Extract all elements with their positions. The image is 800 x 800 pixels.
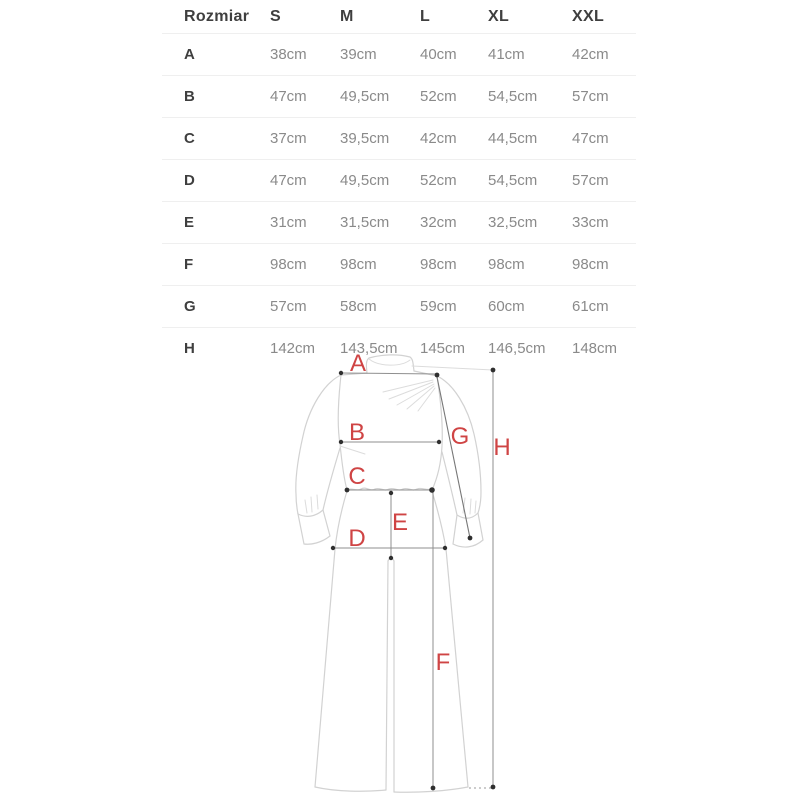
- cell-value: 143,5cm: [340, 340, 398, 357]
- pants-left-inner: [386, 561, 388, 790]
- cell-value: 33cm: [572, 214, 609, 231]
- column-header-l: L: [420, 7, 431, 25]
- h-extension-top: [412, 366, 493, 370]
- sleeve-left-outer: [296, 375, 341, 514]
- label-d: D: [348, 525, 366, 552]
- size-table: [162, 0, 636, 369]
- cell-value: 59cm: [420, 298, 457, 315]
- cell-value: 98cm: [420, 256, 457, 273]
- column-header-xxl: XXL: [572, 7, 605, 25]
- bodice-dart-line: [340, 446, 365, 454]
- jumpsuit-outline: [296, 355, 483, 792]
- bodice-left-edge: [338, 375, 347, 490]
- sleeve-left-inner: [323, 448, 340, 510]
- cell-value: 98cm: [270, 256, 307, 273]
- cell-value: 61cm: [572, 298, 609, 315]
- column-header-s: S: [270, 7, 281, 25]
- cell-value: 98cm: [340, 256, 377, 273]
- label-a: A: [349, 350, 367, 377]
- cell-value: 57cm: [572, 172, 609, 189]
- cell-value: 57cm: [572, 88, 609, 105]
- column-header-xl: XL: [488, 7, 510, 25]
- pants-right-outer: [432, 491, 468, 787]
- row-label: D: [184, 172, 196, 189]
- cell-value: 40cm: [420, 46, 457, 63]
- pants-left-outer: [315, 491, 347, 787]
- cell-value: 54,5cm: [488, 172, 538, 189]
- label-b: B: [348, 419, 366, 446]
- cell-value: 42cm: [572, 46, 609, 63]
- label-h: H: [493, 434, 511, 461]
- table-row-g: [162, 286, 636, 328]
- cell-value: 60cm: [488, 298, 525, 315]
- table-row-d: [162, 160, 636, 202]
- label-c: C: [348, 463, 366, 490]
- table-row-e: [162, 202, 636, 244]
- cell-value: 31cm: [270, 214, 307, 231]
- column-header-m: M: [340, 7, 354, 25]
- garment-measurement-diagram: [280, 350, 520, 800]
- cell-value: 41cm: [488, 46, 525, 63]
- cell-value: 49,5cm: [340, 88, 390, 105]
- cell-value: 49,5cm: [340, 172, 390, 189]
- label-f: F: [435, 649, 451, 676]
- table-row-b: [162, 76, 636, 118]
- size-table-title: Rozmiar: [184, 7, 250, 25]
- label-g: G: [450, 423, 470, 450]
- row-label: A: [184, 46, 196, 63]
- cell-value: 98cm: [488, 256, 525, 273]
- cell-value: 42cm: [420, 130, 457, 147]
- cell-value: 47cm: [270, 172, 307, 189]
- cell-value: 52cm: [420, 172, 457, 189]
- cell-value: 47cm: [270, 88, 307, 105]
- cell-value: 148cm: [572, 340, 618, 357]
- neckline-curve: [369, 359, 410, 365]
- cell-value: 31,5cm: [340, 214, 390, 231]
- label-e: E: [391, 509, 409, 536]
- table-row-a: [162, 34, 636, 76]
- cell-value: 58cm: [340, 298, 377, 315]
- row-label: H: [184, 340, 196, 357]
- collar-outline: [366, 355, 414, 373]
- cell-value: 39cm: [340, 46, 377, 63]
- hem-left: [315, 787, 386, 791]
- cell-value: 146,5cm: [488, 340, 546, 357]
- row-label: C: [184, 130, 196, 147]
- measurement-letters: [348, 350, 510, 676]
- cell-value: 142cm: [270, 340, 316, 357]
- cell-value: 98cm: [572, 256, 609, 273]
- cell-value: 47cm: [572, 130, 609, 147]
- table-row-c: [162, 118, 636, 160]
- cell-value: 44,5cm: [488, 130, 538, 147]
- row-label: E: [184, 214, 195, 231]
- cell-value: 32cm: [420, 214, 457, 231]
- cell-value: 54,5cm: [488, 88, 538, 105]
- cell-value: 57cm: [270, 298, 307, 315]
- row-label: G: [184, 298, 196, 315]
- wrist-gathers-left: [305, 495, 318, 513]
- cell-value: 145cm: [420, 340, 466, 357]
- row-label: F: [184, 256, 194, 273]
- size-table-header-row: [162, 0, 636, 34]
- cell-value: 39,5cm: [340, 130, 390, 147]
- table-row-f: [162, 244, 636, 286]
- cell-value: 52cm: [420, 88, 457, 105]
- cell-value: 38cm: [270, 46, 307, 63]
- cell-value: 32,5cm: [488, 214, 538, 231]
- cell-value: 37cm: [270, 130, 307, 147]
- measure-line-g: [437, 377, 470, 538]
- shoulder-pleats: [383, 380, 435, 411]
- row-label: B: [184, 88, 196, 105]
- cuff-left: [298, 510, 330, 544]
